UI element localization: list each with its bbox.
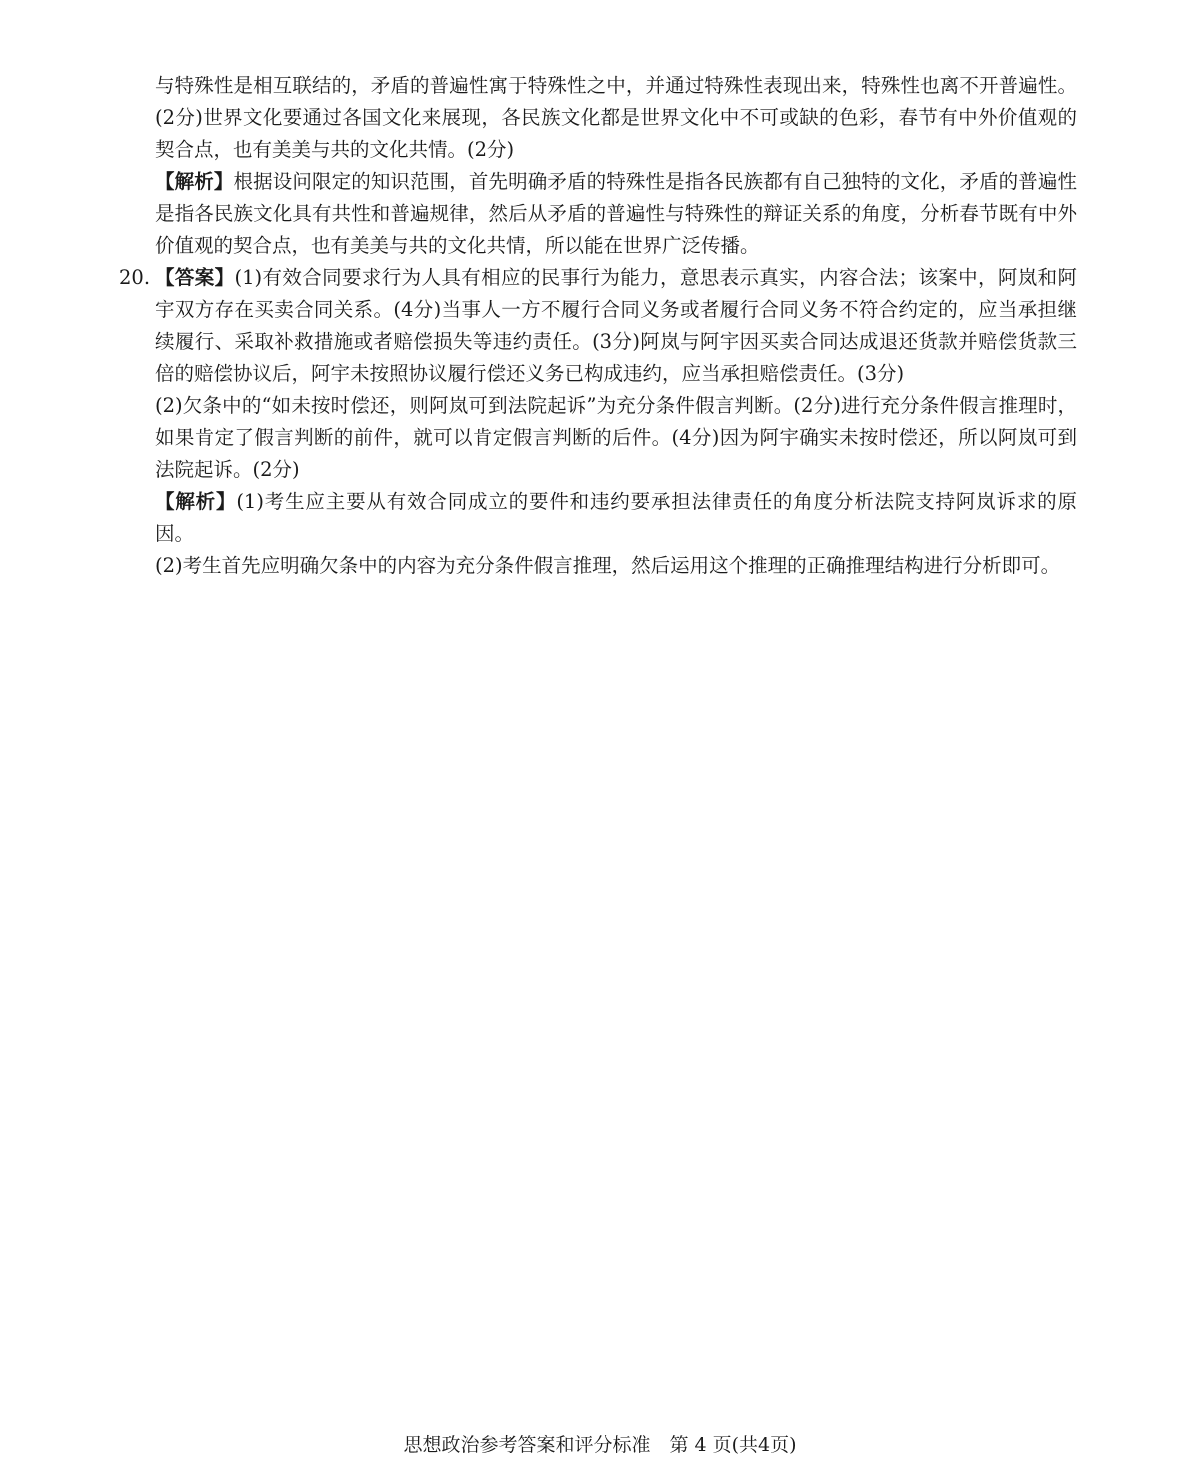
- q20-answer-part1: [119, 262, 1077, 390]
- page-footer: [0, 1432, 1200, 1458]
- q20-analysis-tag: 【解析】: [155, 490, 237, 513]
- q20-analysis-part1: [155, 486, 1077, 550]
- q20-answer-tag: 【答案】: [155, 266, 235, 289]
- footer-text: 思想政治参考答案和评分标准 第 4 页(共4页): [403, 1434, 797, 1456]
- q20-analysis1-text: (1)考生应主要从有效合同成立的要件和违约要承担法律责任的角度分析法院支持阿岚诉求的原因。: [155, 490, 1077, 545]
- q20-answer-part2: [155, 390, 1077, 486]
- q19-analysis-tag: 【解析】: [155, 170, 234, 193]
- q20-part2-text: (2)欠条中的“如未按时偿还，则阿岚可到法院起诉”为充分条件假言判断。(2分)进行充分条件假言推理时，如果肯定了假言判断的前件，就可以肯定假言判断的后件。(4分)因为阿宇确实未按时偿还，所以阿岚可到法院起诉。(2分): [155, 394, 1077, 481]
- q19-analysis-text: 根据设问限定的知识范围，首先明确矛盾的特殊性是指各民族都有自己独特的文化，矛盾的普遍性是指各民族文化具有共性和普遍规律，然后从矛盾的普遍性与特殊性的辩证关系的角度，分析春节既有中外价值观的契合点，也有美美与共的文化共情，所以能在世界广泛传播。: [155, 170, 1077, 257]
- q20-number: 20.: [119, 266, 151, 289]
- q19-analysis: [155, 166, 1077, 262]
- q19-answer-text: 与特殊性是相互联结的，矛盾的普遍性寓于特殊性之中，并通过特殊性表现出来，特殊性也离不开普遍性。(2分)世界文化要通过各国文化来展现，各民族文化都是世界文化中不可或缺的色彩，春节有中外价值观的契合点，也有美美与共的文化共情。(2分): [155, 74, 1077, 161]
- q20-analysis-part2: [155, 550, 1077, 582]
- q20-part1-text: (1)有效合同要求行为人具有相应的民事行为能力，意思表示真实，内容合法；该案中，阿岚和阿宇双方存在买卖合同关系。(4分)当事人一方不履行合同义务或者履行合同义务不符合约定的，应当承担继续履行、采取补救措施或者赔偿损失等违约责任。(3分)阿岚与阿宇因买卖合同达成退还货款并赔偿货款三倍的赔偿协议后，阿宇未按照协议履行偿还义务已构成违约，应当承担赔偿责任。(3分): [155, 266, 1077, 385]
- answer-content: [119, 70, 1077, 582]
- q20-analysis2-text: (2)考生首先应明确欠条中的内容为充分条件假言推理，然后运用这个推理的正确推理结构进行分析即可。: [155, 554, 1061, 577]
- q19-answer-continuation: [155, 70, 1077, 166]
